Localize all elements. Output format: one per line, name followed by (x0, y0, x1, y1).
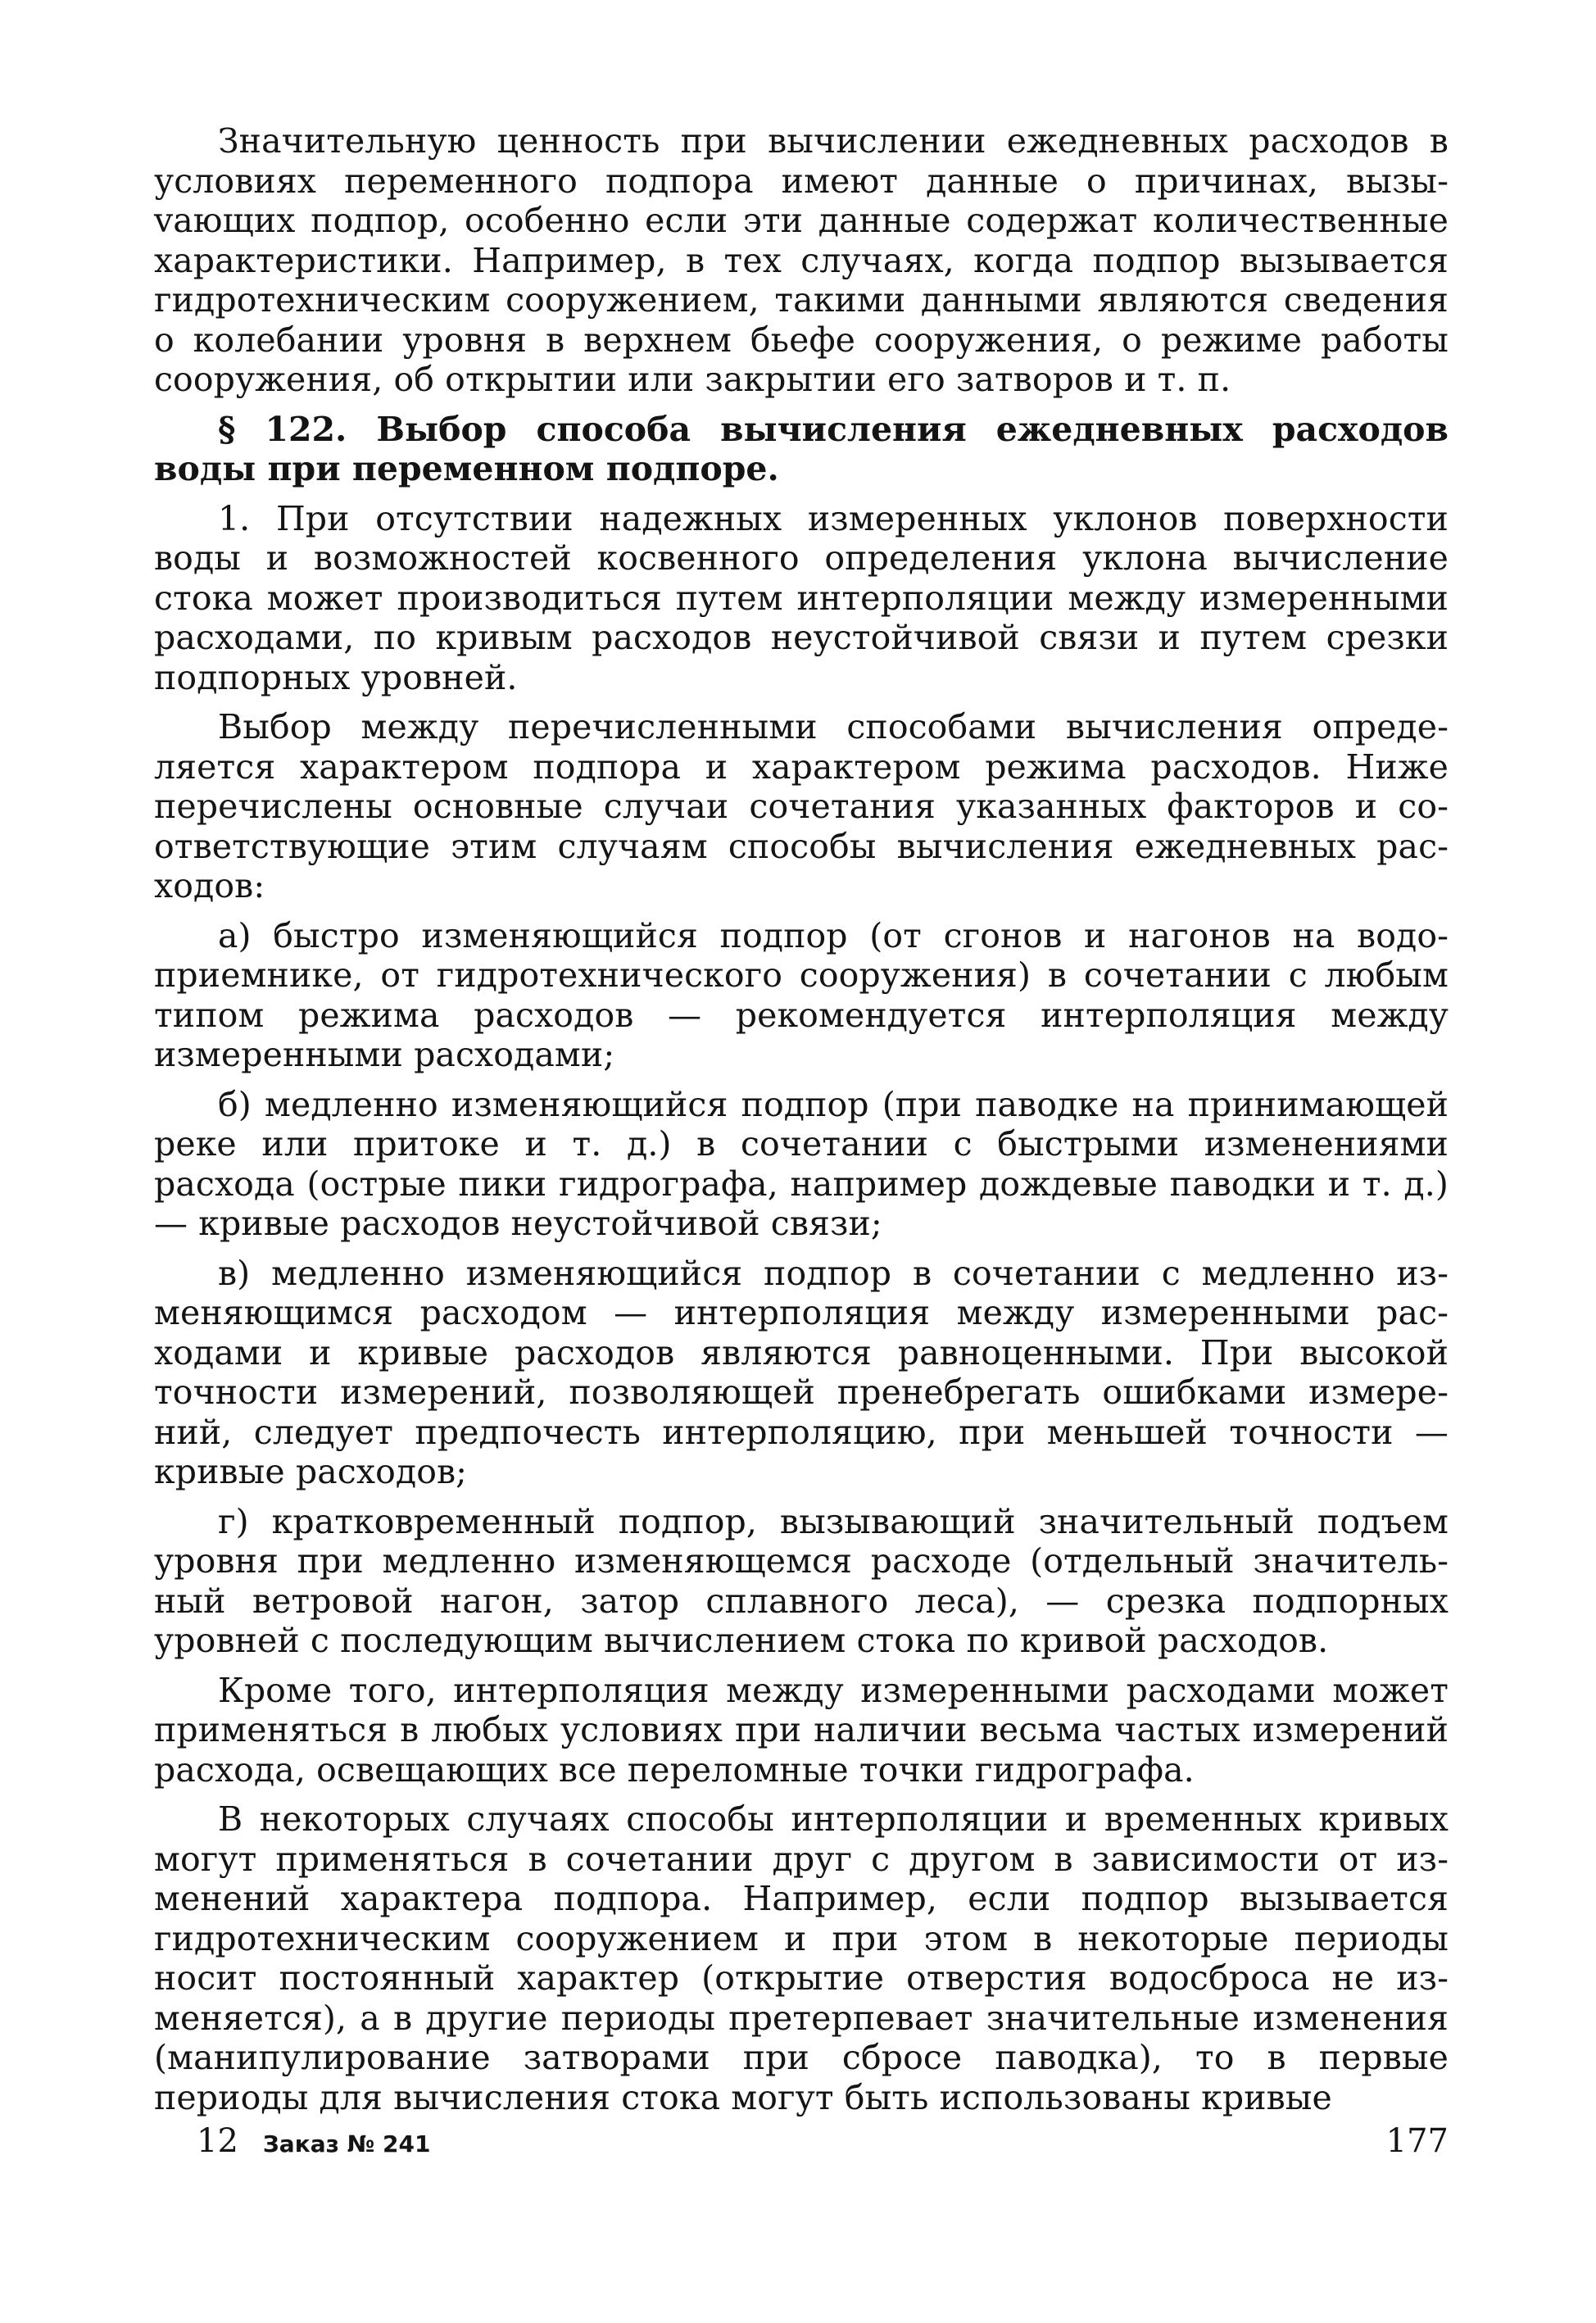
page-footer (154, 2121, 1449, 2162)
paragraph-combined: В некоторых случаях способы интерполяции и временных кривых могут применяться в сочетании друг с другом в зависимости от изменений характера подпора. Например, если подпор вызывается гидротехническим сооружением и при этом в некоторые периоды носит постоянный характер (открытие отверстия водосброса не изменяется), а в другие периоды претерпевает значительные изменения (манипулирование затворами при сбросе паводка), то в первые периоды для вычисления стока могут быть использованы кривые (154, 1799, 1449, 2117)
section-heading-122: § 122. Выбор способа вычисления ежедневных расходов воды при переменном подпоре. (154, 409, 1449, 488)
page-number: 177 (1385, 2122, 1449, 2160)
list-item-v: в) медленно изменяющийся подпор в сочетании с медленно изменяющимся расходом — интерполяция между измеренными расходами и кривые расходов являются равноценными. При высокой точности измерений, позволяющей пренебрегать ошибками измерений, следует предпочесть интерполяцию, при меньшей точности — кривые расходов; (154, 1253, 1449, 1491)
list-item-a: а) быстро изменяющийся подпор (от сгонов и нагонов на водоприемнике, от гидротехнического сооружения) в сочетании с любым типом режима расходов — рекомендуется интерполяция между измеренными расходами; (154, 915, 1449, 1074)
order-label: Заказ № 241 (262, 2130, 431, 2157)
signature-number: 12 (197, 2122, 238, 2160)
page-body (154, 121, 1449, 2127)
paragraph-point-1: 1. При отсутствии надежных измеренных уклонов поверхности воды и возможностей косвенного определения уклона вычисление стока может производиться путем интерполяции между измеренными расходами, по кривым расходов неустойчивой связи и путем срезки подпорных уровней. (154, 498, 1449, 697)
paragraph-besides: Кроме того, интерполяция между измеренными расходами может применяться в любых условиях при наличии весьма частых измерений расхода, освещающих все переломные точки гидрографа. (154, 1670, 1449, 1790)
paragraph-choice: Выбор между перечисленными способами вычисления определяется характером подпора и характером режима расходов. Ниже перечислены основные случаи сочетания указанных факторов и соответствующие этим случаям способы вычисления ежедневных расходов: (154, 707, 1449, 905)
paragraph-intro: Значительную ценность при вычислении ежедневных расходов в условиях переменного подпора имеют данные о причинах, вызыvающих подпор, особенно если эти данные содержат количественные характеристики. Например, в тех случаях, когда подпор вызывается гидротехническим сооружением, такими данными являются сведения о колебании уровня в верхнем бьефе сооружения, о режиме работы сооружения, об открытии или закрытии его затворов и т. п. (154, 121, 1449, 399)
list-item-b: б) медленно изменяющийся подпор (при паводке на принимающей реке или притоке и т. д.) в сочетании с быстрыми изменениями расхода (острые пики гидрографа, например дождевые паводки и т. д.) — кривые расходов неустойчивой связи; (154, 1084, 1449, 1243)
list-item-g: г) кратковременный подпор, вызывающий значительный подъем уровня при медленно изменяющемся расходе (отдельный значительный ветровой нагон, затор сплавного леса), — срезка подпорных уровней с последующим вычислением стока по кривой расходов. (154, 1501, 1449, 1660)
footer-signature (197, 2121, 431, 2165)
